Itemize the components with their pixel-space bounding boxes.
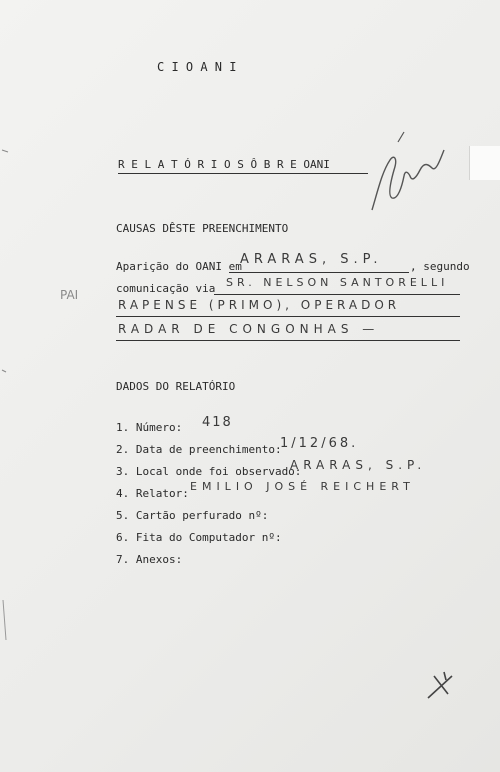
- item-value-4: EMILIO JOSÉ REICHERT: [190, 480, 415, 493]
- data-heading: DADOS DO RELATÓRIO: [116, 380, 236, 393]
- item-value-3: ARARAS, S.P.: [290, 458, 427, 472]
- margin-tick-3: [3, 600, 6, 640]
- margin-tick: [2, 150, 8, 152]
- item-value-1: 418: [202, 415, 233, 430]
- org-header: C I O A N I: [157, 60, 237, 74]
- item-label-7: 7. Anexos:: [116, 553, 183, 566]
- causes-line4: RADAR DE CONGONHAS —: [118, 322, 380, 336]
- signature-tick: [398, 132, 404, 142]
- report-title: R E L A T Ó R I O S Ô B R E OANI: [118, 158, 330, 171]
- item-label-6: 6. Fita do Computador nº:: [116, 531, 282, 544]
- causes-location: ARARAS, S.P.: [240, 252, 383, 267]
- signature-scrawl: [372, 150, 444, 210]
- cross-mark: [428, 672, 452, 698]
- item-value-2: 1/12/68.: [280, 436, 359, 451]
- causes-heading: CAUSAS DÊSTE PREENCHIMENTO: [116, 222, 289, 235]
- causes-line1-prefix: Aparição do OANI em: [116, 260, 242, 273]
- margin-note: PAI: [60, 288, 79, 302]
- item-label-5: 5. Cartão perfurado nº:: [116, 509, 269, 522]
- item-label-4: 4. Relator:: [116, 487, 189, 500]
- item-label-2: 2. Data de preenchimento:: [116, 443, 282, 456]
- margin-tick-2: [2, 370, 6, 372]
- causes-source: SR. NELSON SANTORELLI: [226, 276, 449, 289]
- causes-line2-prefix: comunicação via: [116, 282, 216, 295]
- causes-line1-suffix: , segundo: [410, 260, 470, 273]
- item-label-3: 3. Local onde foi observado:: [116, 465, 302, 478]
- item-label-1: 1. Número:: [116, 421, 183, 434]
- causes-line3: RAPENSE (PRIMO), OPERADOR: [118, 298, 401, 312]
